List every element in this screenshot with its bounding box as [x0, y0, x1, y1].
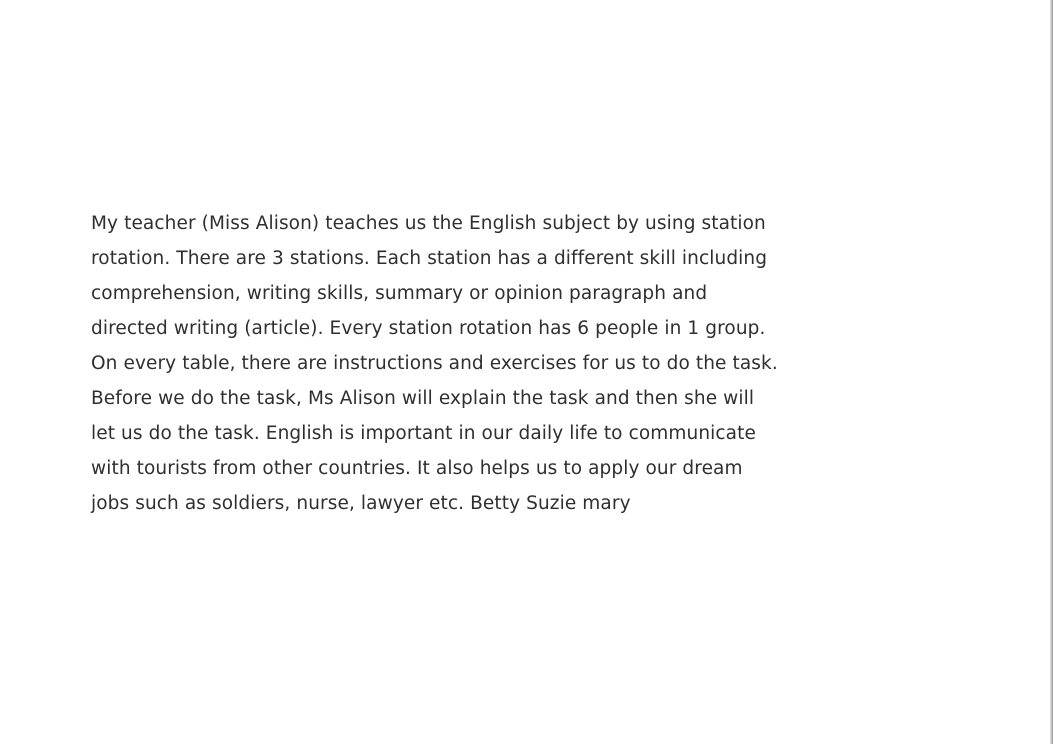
text-line-6: Before we do the task, Ms Alison will explain the task and then she will — [91, 388, 755, 409]
text-line-4: directed writing (article). Every station rotation has 6 people in 1 group. — [91, 318, 766, 339]
text-line-3: comprehension, writing skills, summary or opinion paragraph and — [91, 283, 708, 304]
text-line-7: let us do the task. English is important in our daily life to communicate — [91, 423, 756, 444]
text-line-8: with tourists from other countries. It also helps us to apply our dream — [91, 458, 743, 479]
text-line-5: On every table, there are instructions and exercises for us to do the task. — [91, 353, 778, 374]
essay-paragraph — [91, 206, 778, 521]
text-line-9: jobs such as soldiers, nurse, lawyer etc. Betty Suzie mary — [91, 493, 631, 514]
text-line-1: My teacher (Miss Alison) teaches us the English subject by using station — [91, 213, 766, 234]
text-line-2: rotation. There are 3 stations. Each station has a different skill including — [91, 248, 768, 269]
